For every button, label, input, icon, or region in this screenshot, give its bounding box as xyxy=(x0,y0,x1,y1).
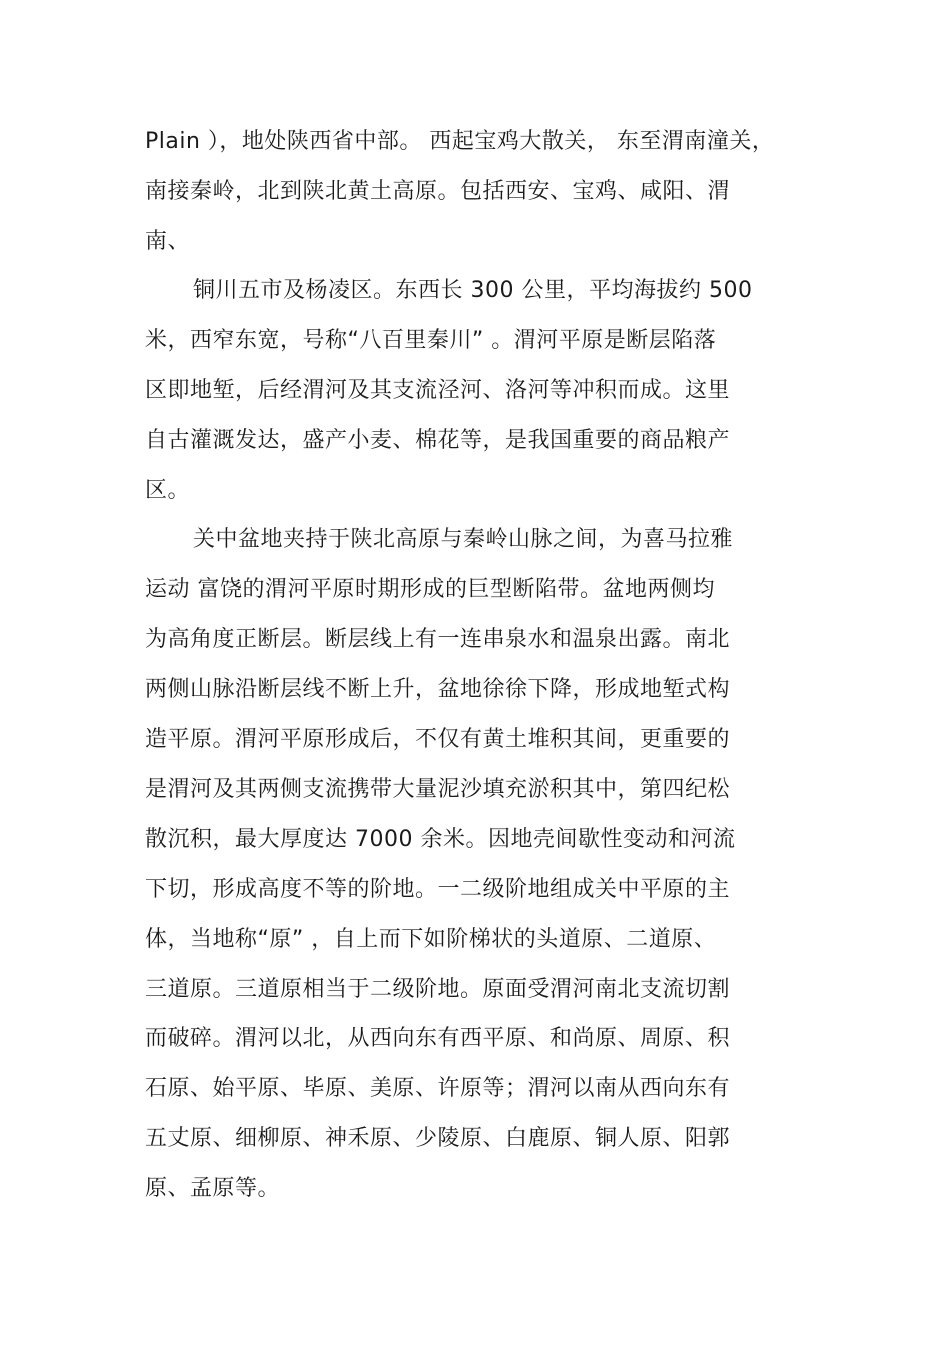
text-line: 自古灌溉发达，盛产小麦、棉花等，是我国重要的商品粮产 xyxy=(145,428,731,453)
text-line: 为高角度正断层。断层线上有一连串泉水和温泉出露。南北 xyxy=(145,627,731,652)
text-line: 区即地堑，后经渭河及其支流泾河、洛河等冲积而成。这里 xyxy=(145,378,731,403)
text-line: 石原、始平原、毕原、美原、许原等；渭河以南从西向东有 xyxy=(145,1076,731,1101)
text-line: 造平原。渭河平原形成后，不仅有黄土堆积其间，更重要的 xyxy=(145,727,731,752)
text-line: 体，当地称“原” ，自上而下如阶梯状的头道原、二道原、 xyxy=(145,927,717,952)
text-line: 五丈原、细柳原、神禾原、少陵原、白鹿原、铜人原、阳郭 xyxy=(145,1126,731,1151)
text-line: 原、孟原等。 xyxy=(145,1176,281,1201)
text-line: 运动 富饶的渭河平原时期形成的巨型断陷带。盆地两侧均 xyxy=(145,577,715,602)
text-line: 关中盆地夹持于陕北高原与秦岭山脉之间，为喜马拉雅 xyxy=(193,527,734,552)
text-line: 南、 xyxy=(145,229,191,254)
text-line: 铜川五市及杨凌区。东西长 300 公里，平均海拔约 500 xyxy=(193,278,753,303)
text-line: 两侧山脉沿断层线不断上升，盆地徐徐下降，形成地堑式构 xyxy=(145,677,731,702)
text-line: 米，西窄东宽，号称“八百里秦川” 。渭河平原是断层陷落 xyxy=(145,328,717,353)
text-line: 散沉积，最大厚度达 7000 余米。因地壳间歇性变动和河流 xyxy=(145,827,736,852)
text-line: 区。 xyxy=(145,478,191,503)
text-line: 而破碎。渭河以北，从西向东有西平原、和尚原、周原、积 xyxy=(145,1026,731,1051)
text-line: 南接秦岭，北到陕北黄土高原。包括西安、宝鸡、咸阳、渭 xyxy=(145,179,731,204)
text-line: 下切，形成高度不等的阶地。一二级阶地组成关中平原的主 xyxy=(145,877,731,902)
text-line: Plain ），地处陕西省中部。 西起宝鸡大散关， 东至渭南潼关， xyxy=(145,129,775,154)
text-line: 是渭河及其两侧支流携带大量泥沙填充淤积其中，第四纪松 xyxy=(145,777,731,802)
text-line: 三道原。三道原相当于二级阶地。原面受渭河南北支流切割 xyxy=(145,977,731,1002)
